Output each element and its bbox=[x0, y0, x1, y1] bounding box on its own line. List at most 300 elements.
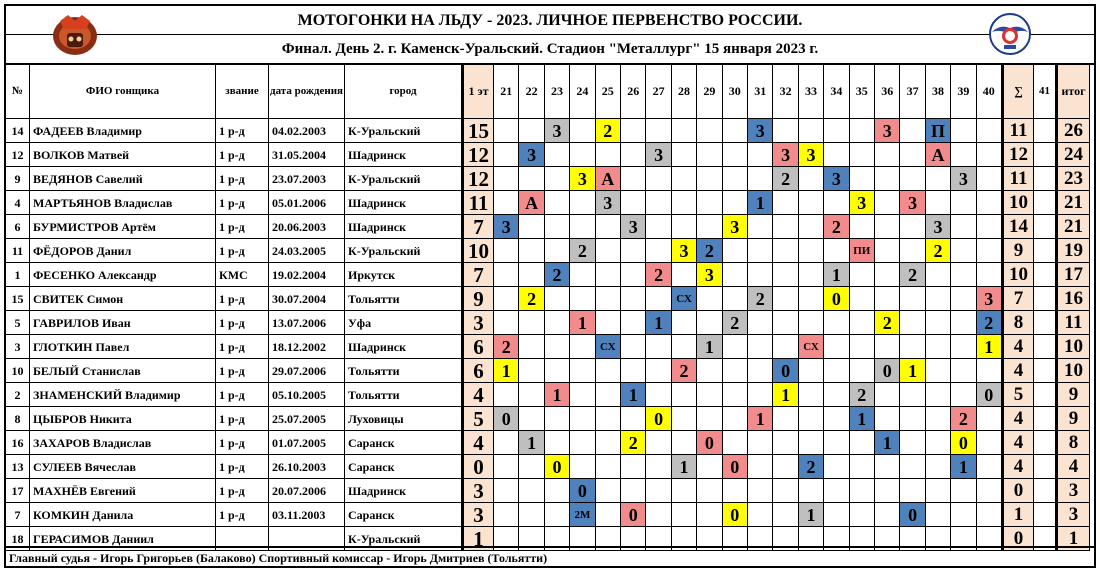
rider-total: 3 bbox=[1056, 479, 1090, 503]
heat-cell-35 bbox=[850, 335, 875, 359]
heat-cell-32 bbox=[773, 431, 798, 455]
rider-h41 bbox=[1034, 119, 1056, 143]
rider-total: 8 bbox=[1056, 431, 1090, 455]
heat-cell-35 bbox=[850, 143, 875, 167]
rider-sum: 1 bbox=[1002, 503, 1034, 527]
heat-cell-34: 1 bbox=[824, 263, 849, 287]
heat-cell-22 bbox=[519, 503, 544, 527]
heat-cell-33 bbox=[799, 239, 824, 263]
rider-h41 bbox=[1034, 143, 1056, 167]
heat-cell-39 bbox=[951, 503, 976, 527]
header-heat-22: 22 bbox=[519, 65, 544, 119]
heat-cell-32 bbox=[773, 335, 798, 359]
rider-num: 9 bbox=[6, 167, 30, 191]
heat-cell-26 bbox=[621, 335, 646, 359]
heat-cell-39 bbox=[951, 287, 976, 311]
heat-cell-23 bbox=[545, 167, 570, 191]
heat-cell-25 bbox=[596, 215, 621, 239]
heat-cell-31: 3 bbox=[748, 119, 773, 143]
rider-stage1: 9 bbox=[462, 287, 494, 311]
heat-cell-28 bbox=[672, 167, 697, 191]
rider-dob: 04.02.2003 bbox=[269, 119, 345, 143]
rider-rank: 1 р-д bbox=[216, 287, 269, 311]
rider-stage1: 11 bbox=[462, 191, 494, 215]
heat-cell-22 bbox=[519, 311, 544, 335]
heat-cell-35 bbox=[850, 431, 875, 455]
heat-cell-21 bbox=[494, 503, 519, 527]
heat-cell-29 bbox=[697, 167, 722, 191]
heat-cell-33: 3 bbox=[799, 143, 824, 167]
heat-cell-34 bbox=[824, 455, 849, 479]
rider-city: Шадринск bbox=[345, 215, 462, 239]
heat-cell-39 bbox=[951, 119, 976, 143]
heat-cell-31: 1 bbox=[748, 407, 773, 431]
heat-cell-37 bbox=[900, 143, 925, 167]
header-heat-26: 26 bbox=[621, 65, 646, 119]
rider-num: 11 bbox=[6, 239, 30, 263]
rider-num: 5 bbox=[6, 311, 30, 335]
heat-cell-26 bbox=[621, 119, 646, 143]
rider-total: 9 bbox=[1056, 383, 1090, 407]
heat-cell-30 bbox=[723, 119, 748, 143]
rider-total: 17 bbox=[1056, 263, 1090, 287]
heat-cell-32: 2 bbox=[773, 167, 798, 191]
heat-cell-38 bbox=[926, 383, 951, 407]
heat-cell-37: 2 bbox=[900, 263, 925, 287]
heat-cell-37 bbox=[900, 455, 925, 479]
heat-cell-32 bbox=[773, 455, 798, 479]
rider-stage1: 12 bbox=[462, 167, 494, 191]
rider-num: 7 bbox=[6, 503, 30, 527]
heat-cell-21 bbox=[494, 455, 519, 479]
header-heat-30: 30 bbox=[723, 65, 748, 119]
rider-rank: 1 р-д bbox=[216, 311, 269, 335]
rider-city: Шадринск bbox=[345, 335, 462, 359]
heat-cell-39: 2 bbox=[951, 407, 976, 431]
header-heat-31: 31 bbox=[748, 65, 773, 119]
header-heat-40: 40 bbox=[977, 65, 1002, 119]
heat-cell-39 bbox=[951, 311, 976, 335]
rider-h41 bbox=[1034, 239, 1056, 263]
heat-cell-33: 1 bbox=[799, 503, 824, 527]
heat-cell-32 bbox=[773, 263, 798, 287]
rider-rank: 1 р-д bbox=[216, 455, 269, 479]
heat-cell-27 bbox=[646, 479, 671, 503]
heat-cell-33 bbox=[799, 407, 824, 431]
rider-city: Тольятти bbox=[345, 287, 462, 311]
rider-total: 10 bbox=[1056, 359, 1090, 383]
rider-rank: КМС bbox=[216, 263, 269, 287]
heat-cell-22: 2 bbox=[519, 287, 544, 311]
heat-cell-40 bbox=[977, 431, 1002, 455]
heat-cell-36 bbox=[875, 455, 900, 479]
rider-h41 bbox=[1034, 191, 1056, 215]
rider-stage1: 4 bbox=[462, 383, 494, 407]
heat-cell-28: 1 bbox=[672, 455, 697, 479]
heat-cell-24: 1 bbox=[570, 311, 595, 335]
rider-name: БУРМИСТРОВ Артём bbox=[30, 215, 216, 239]
rider-dob: 25.07.2005 bbox=[269, 407, 345, 431]
heat-cell-33 bbox=[799, 287, 824, 311]
heat-cell-29 bbox=[697, 215, 722, 239]
page-subtitle: Финал. День 2. г. Каменск-Уральский. Стадион "Металлург" 15 января 2023 г. bbox=[6, 34, 1094, 65]
heat-cell-26: 2 bbox=[621, 431, 646, 455]
header-heat-35: 35 bbox=[850, 65, 875, 119]
heat-cell-38 bbox=[926, 311, 951, 335]
heat-cell-26 bbox=[621, 287, 646, 311]
heat-cell-21 bbox=[494, 191, 519, 215]
rider-stage1: 3 bbox=[462, 311, 494, 335]
heat-cell-25: 3 bbox=[596, 191, 621, 215]
rider-city: К-Уральский bbox=[345, 119, 462, 143]
rider-sum: 10 bbox=[1002, 191, 1034, 215]
rider-h41 bbox=[1034, 407, 1056, 431]
rider-dob: 18.12.2002 bbox=[269, 335, 345, 359]
heat-cell-28 bbox=[672, 383, 697, 407]
heat-cell-26 bbox=[621, 359, 646, 383]
rider-sum: 7 bbox=[1002, 287, 1034, 311]
rider-total: 26 bbox=[1056, 119, 1090, 143]
heat-cell-26 bbox=[621, 455, 646, 479]
heat-cell-40 bbox=[977, 263, 1002, 287]
heat-cell-40: 1 bbox=[977, 335, 1002, 359]
heat-cell-32 bbox=[773, 287, 798, 311]
rider-name: ФЁДОРОВ Данил bbox=[30, 239, 216, 263]
rider-total: 23 bbox=[1056, 167, 1090, 191]
heat-cell-39: 0 bbox=[951, 431, 976, 455]
heat-cell-25 bbox=[596, 311, 621, 335]
rider-total: 4 bbox=[1056, 455, 1090, 479]
rider-city: Уфа bbox=[345, 311, 462, 335]
rider-sum: 0 bbox=[1002, 527, 1034, 551]
rider-sum: 0 bbox=[1002, 479, 1034, 503]
rider-total: 24 bbox=[1056, 143, 1090, 167]
heat-cell-31 bbox=[748, 263, 773, 287]
rider-sum: 4 bbox=[1002, 359, 1034, 383]
heat-cell-38 bbox=[926, 503, 951, 527]
heat-cell-37: 3 bbox=[900, 191, 925, 215]
heat-cell-29 bbox=[697, 287, 722, 311]
rider-num: 17 bbox=[6, 479, 30, 503]
heat-cell-32: 3 bbox=[773, 143, 798, 167]
heat-cell-23: 2 bbox=[545, 263, 570, 287]
heat-cell-22 bbox=[519, 167, 544, 191]
heat-cell-36: 0 bbox=[875, 359, 900, 383]
rider-sum: 10 bbox=[1002, 263, 1034, 287]
rider-h41 bbox=[1034, 335, 1056, 359]
rider-city: К-Уральский bbox=[345, 527, 462, 551]
heat-cell-30 bbox=[723, 167, 748, 191]
heat-cell-21: 0 bbox=[494, 407, 519, 431]
heat-cell-32 bbox=[773, 119, 798, 143]
heat-cell-33 bbox=[799, 215, 824, 239]
rider-num: 1 bbox=[6, 263, 30, 287]
rider-city: Тольятти bbox=[345, 383, 462, 407]
rider-stage1: 6 bbox=[462, 335, 494, 359]
heat-cell-31 bbox=[748, 503, 773, 527]
heat-cell-38 bbox=[926, 479, 951, 503]
header-stage1: 1 эт bbox=[462, 65, 494, 119]
heat-cell-28 bbox=[672, 431, 697, 455]
rider-num: 2 bbox=[6, 383, 30, 407]
header-name: ФИО гонщика bbox=[30, 65, 216, 119]
heat-cell-39 bbox=[951, 215, 976, 239]
heat-cell-37 bbox=[900, 431, 925, 455]
heat-cell-40: 0 bbox=[977, 383, 1002, 407]
heat-cell-37 bbox=[900, 311, 925, 335]
rider-name: КОМКИН Данила bbox=[30, 503, 216, 527]
heat-cell-21 bbox=[494, 383, 519, 407]
heat-cell-34: 3 bbox=[824, 167, 849, 191]
heat-cell-23 bbox=[545, 287, 570, 311]
heat-cell-38 bbox=[926, 407, 951, 431]
heat-cell-22 bbox=[519, 407, 544, 431]
rider-name: СУЛЕЕВ Вячеслав bbox=[30, 455, 216, 479]
heat-cell-29 bbox=[697, 479, 722, 503]
rider-city: Иркутск bbox=[345, 263, 462, 287]
heat-cell-36 bbox=[875, 191, 900, 215]
heat-cell-37 bbox=[900, 383, 925, 407]
heat-cell-23 bbox=[545, 431, 570, 455]
heat-cell-33 bbox=[799, 191, 824, 215]
rider-h41 bbox=[1034, 287, 1056, 311]
rider-dob: 20.06.2003 bbox=[269, 215, 345, 239]
heat-cell-32 bbox=[773, 191, 798, 215]
heat-cell-25: 2 bbox=[596, 119, 621, 143]
heat-cell-27 bbox=[646, 455, 671, 479]
heat-cell-23 bbox=[545, 407, 570, 431]
rider-total: 11 bbox=[1056, 311, 1090, 335]
heat-cell-23 bbox=[545, 359, 570, 383]
heat-cell-24 bbox=[570, 359, 595, 383]
heat-cell-31 bbox=[748, 167, 773, 191]
rider-name: ЗАХАРОВ Владислав bbox=[30, 431, 216, 455]
rider-sum: 4 bbox=[1002, 335, 1034, 359]
heat-cell-22: 3 bbox=[519, 143, 544, 167]
heat-cell-33 bbox=[799, 119, 824, 143]
heat-cell-33: СХ bbox=[799, 335, 824, 359]
rider-num: 18 bbox=[6, 527, 30, 551]
heat-cell-23: 0 bbox=[545, 455, 570, 479]
rider-dob: 31.05.2004 bbox=[269, 143, 345, 167]
rider-total: 9 bbox=[1056, 407, 1090, 431]
rider-city: Шадринск bbox=[345, 191, 462, 215]
rider-name: ЗНАМЕНСКИЙ Владимир bbox=[30, 383, 216, 407]
heat-cell-36: 2 bbox=[875, 311, 900, 335]
heat-cell-24 bbox=[570, 407, 595, 431]
heat-cell-37: 0 bbox=[900, 503, 925, 527]
results-sheet bbox=[4, 4, 1096, 568]
rider-stage1: 3 bbox=[462, 503, 494, 527]
rider-num: 16 bbox=[6, 431, 30, 455]
header-rank: звание bbox=[216, 65, 269, 119]
header-heat-24: 24 bbox=[570, 65, 595, 119]
rider-h41 bbox=[1034, 167, 1056, 191]
rider-city: Саранск bbox=[345, 455, 462, 479]
header-heat-25: 25 bbox=[596, 65, 621, 119]
heat-cell-36 bbox=[875, 143, 900, 167]
rider-rank: 1 р-д bbox=[216, 335, 269, 359]
heat-cell-26 bbox=[621, 239, 646, 263]
heat-cell-31 bbox=[748, 431, 773, 455]
heat-cell-29: 1 bbox=[697, 335, 722, 359]
heat-cell-32 bbox=[773, 239, 798, 263]
heat-cell-29 bbox=[697, 119, 722, 143]
rider-sum: 11 bbox=[1002, 119, 1034, 143]
heat-cell-24: 2М bbox=[570, 503, 595, 527]
heat-cell-26 bbox=[621, 167, 646, 191]
heat-cell-40 bbox=[977, 239, 1002, 263]
header-heat-36: 36 bbox=[875, 65, 900, 119]
heat-cell-36: 3 bbox=[875, 119, 900, 143]
heat-cell-39 bbox=[951, 383, 976, 407]
heat-cell-34 bbox=[824, 311, 849, 335]
rider-sum: 5 bbox=[1002, 383, 1034, 407]
header-heat-34: 34 bbox=[824, 65, 849, 119]
rider-h41 bbox=[1034, 455, 1056, 479]
heat-cell-31 bbox=[748, 359, 773, 383]
heat-cell-26 bbox=[621, 479, 646, 503]
heat-cell-25 bbox=[596, 407, 621, 431]
rider-num: 6 bbox=[6, 215, 30, 239]
heat-cell-28 bbox=[672, 143, 697, 167]
heat-cell-32 bbox=[773, 311, 798, 335]
heat-cell-39 bbox=[951, 239, 976, 263]
rider-rank: 1 р-д bbox=[216, 431, 269, 455]
heat-cell-34 bbox=[824, 143, 849, 167]
rider-name: БЕЛЫЙ Станислав bbox=[30, 359, 216, 383]
rider-city: К-Уральский bbox=[345, 167, 462, 191]
heat-cell-36 bbox=[875, 383, 900, 407]
heat-cell-35 bbox=[850, 503, 875, 527]
heat-cell-22 bbox=[519, 455, 544, 479]
heat-cell-28 bbox=[672, 503, 697, 527]
heat-cell-32 bbox=[773, 407, 798, 431]
heat-cell-22: А bbox=[519, 191, 544, 215]
heat-cell-37 bbox=[900, 335, 925, 359]
heat-cell-40 bbox=[977, 359, 1002, 383]
heat-cell-27: 1 bbox=[646, 311, 671, 335]
racing-club-logo bbox=[50, 11, 100, 57]
heat-cell-22 bbox=[519, 239, 544, 263]
heat-cell-26 bbox=[621, 191, 646, 215]
heat-cell-33 bbox=[799, 167, 824, 191]
rider-h41 bbox=[1034, 215, 1056, 239]
header-heat-23: 23 bbox=[545, 65, 570, 119]
heat-cell-23 bbox=[545, 311, 570, 335]
rider-sum: 8 bbox=[1002, 311, 1034, 335]
heat-cell-27 bbox=[646, 431, 671, 455]
heat-cell-35: 3 bbox=[850, 191, 875, 215]
header-city: город bbox=[345, 65, 462, 119]
rider-dob: 20.07.2006 bbox=[269, 479, 345, 503]
heat-cell-40 bbox=[977, 215, 1002, 239]
heat-cell-24 bbox=[570, 263, 595, 287]
rider-city: Саранск bbox=[345, 431, 462, 455]
heat-cell-26 bbox=[621, 143, 646, 167]
heat-cell-21 bbox=[494, 143, 519, 167]
heat-cell-34 bbox=[824, 479, 849, 503]
heat-cell-38: 2 bbox=[926, 239, 951, 263]
heat-cell-21 bbox=[494, 287, 519, 311]
header-heat-33: 33 bbox=[799, 65, 824, 119]
heat-cell-39 bbox=[951, 359, 976, 383]
heat-cell-26 bbox=[621, 311, 646, 335]
heat-cell-38 bbox=[926, 263, 951, 287]
heat-cell-35: ПИ bbox=[850, 239, 875, 263]
heat-cell-26: 0 bbox=[621, 503, 646, 527]
rider-city: Шадринск bbox=[345, 143, 462, 167]
rider-dob: 03.11.2003 bbox=[269, 503, 345, 527]
heat-cell-22 bbox=[519, 263, 544, 287]
rider-name: МАРТЬЯНОВ Владислав bbox=[30, 191, 216, 215]
heat-cell-27 bbox=[646, 239, 671, 263]
federation-emblem bbox=[988, 12, 1032, 56]
heat-cell-32 bbox=[773, 503, 798, 527]
heat-cell-27: 0 bbox=[646, 407, 671, 431]
heat-cell-38 bbox=[926, 431, 951, 455]
heat-cell-39 bbox=[951, 191, 976, 215]
heat-cell-28 bbox=[672, 335, 697, 359]
heat-cell-29 bbox=[697, 407, 722, 431]
heat-cell-23 bbox=[545, 215, 570, 239]
header-total: итог bbox=[1056, 65, 1090, 119]
heat-cell-37 bbox=[900, 167, 925, 191]
heat-cell-35 bbox=[850, 479, 875, 503]
heat-cell-28 bbox=[672, 407, 697, 431]
heat-cell-28 bbox=[672, 263, 697, 287]
heat-cell-24 bbox=[570, 455, 595, 479]
heat-cell-31 bbox=[748, 311, 773, 335]
heat-cell-29: 3 bbox=[697, 263, 722, 287]
rider-stage1: 15 bbox=[462, 119, 494, 143]
header-heat-21: 21 bbox=[494, 65, 519, 119]
header-heat-32: 32 bbox=[773, 65, 798, 119]
heat-cell-21 bbox=[494, 167, 519, 191]
heat-cell-23: 3 bbox=[545, 119, 570, 143]
heat-cell-34 bbox=[824, 191, 849, 215]
heat-cell-40 bbox=[977, 191, 1002, 215]
heat-cell-35 bbox=[850, 167, 875, 191]
rider-rank: 1 р-д bbox=[216, 215, 269, 239]
rider-dob: 01.07.2005 bbox=[269, 431, 345, 455]
heat-cell-21 bbox=[494, 239, 519, 263]
heat-cell-35 bbox=[850, 263, 875, 287]
rider-dob: 24.03.2005 bbox=[269, 239, 345, 263]
heat-cell-38 bbox=[926, 167, 951, 191]
heat-cell-30: 3 bbox=[723, 215, 748, 239]
heat-cell-31 bbox=[748, 455, 773, 479]
rider-rank: 1 р-д bbox=[216, 383, 269, 407]
rider-city: Луховицы bbox=[345, 407, 462, 431]
heat-cell-27 bbox=[646, 287, 671, 311]
heat-cell-35 bbox=[850, 215, 875, 239]
rider-name: ВОЛКОВ Матвей bbox=[30, 143, 216, 167]
heat-cell-37 bbox=[900, 119, 925, 143]
heat-cell-33 bbox=[799, 359, 824, 383]
rider-sum: 11 bbox=[1002, 167, 1034, 191]
heat-cell-24 bbox=[570, 431, 595, 455]
heat-cell-24 bbox=[570, 143, 595, 167]
heat-cell-25 bbox=[596, 503, 621, 527]
heat-cell-40 bbox=[977, 167, 1002, 191]
rider-total: 10 bbox=[1056, 335, 1090, 359]
heat-cell-24: 2 bbox=[570, 239, 595, 263]
rider-name: ВЕДЯНОВ Савелий bbox=[30, 167, 216, 191]
rider-rank: 1 р-д bbox=[216, 143, 269, 167]
heat-cell-36 bbox=[875, 215, 900, 239]
heat-cell-39: 3 bbox=[951, 167, 976, 191]
